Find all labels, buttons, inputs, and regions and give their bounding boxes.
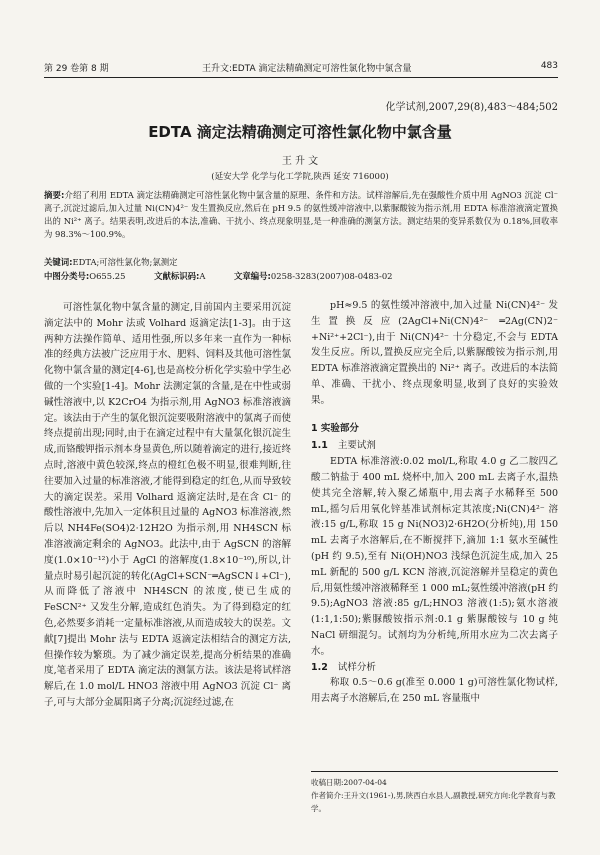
clc-label: 中图分类号:: [44, 271, 90, 281]
keywords-label: 关键词:: [44, 257, 73, 267]
section-1-1-number: 1.1: [311, 440, 328, 452]
abstract-text: 介绍了利用 EDTA 滴定法精确测定可溶性氯化物中氯含量的原理、条件和方法。试样溶解后,先在强酸性介质中用 AgNO3 沉淀 Cl⁻ 离子,沉淀过滤后,加入过量 Ni(CN)4²⁻ 发生置换反应,然后在 pH 9.5 的氨性缓冲溶液中,以紫脲酸铵为指示剂,用 EDTA 标准溶液滴定置换出的 Ni²⁺ 离子。结果表明,改进后的本法,准确、干扰小、终点现象明显,是一种准确的测氯方法。测定结果的变异系数仅为 0.18%,回收率为 98.3%～100.9%。: [44, 190, 558, 239]
article-number-value: 0258-3283(2007)08-0483-02: [270, 271, 393, 281]
running-header: [44, 59, 558, 78]
section-heading-sample-analysis: [311, 660, 558, 676]
running-title: 王升文:EDTA 滴定法精确测定可溶性氯化物中氯含量: [202, 64, 412, 74]
abstract-label: 摘要:: [44, 190, 65, 200]
reagents-paragraph: EDTA 标准溶液:0.02 mol/L,称取 4.0 g 乙二胺四乙酸二钠盐于 400 mL 烧杯中,加入 200 mL 去离子水,温热使其完全溶解,转入聚乙烯瓶中,用去离子水稀释至 500 mL,摇匀后用氧化锌基准试剂标定其浓度;Ni(CN)4²⁻ 溶液:15 g/L,称取 15 g Ni(NO3)2·6H2O(分析纯),用 150 mL 去离子水溶解后,在不断搅拌下,滴加 1:1 氨水至碱性(pH 约 9.5),至有 Ni(OH)NO3 浅绿色沉淀生成,加入 25 mL 新配的 500 g/L KCN 溶液,沉淀溶解并呈稳定的黄色后,用氨性缓冲溶液稀释至 1 000 mL;氨性缓冲溶液(pH 约 9.5);AgNO3 溶液:85 g/L;HNO3 溶液(1:5);氨水溶液(1:1,1:50);紫脲酸铵指示剂:0.1 g 紫脲酸铵与 10 g 纯 NaCl 研细混匀。试剂均为分析纯,所用水应为二次去离子水。: [311, 456, 558, 657]
left-column: [44, 300, 291, 711]
received-date: 收稿日期:2007-04-04: [311, 778, 387, 787]
clc-value: O655.25: [89, 271, 126, 281]
section-heading-reagents: [311, 438, 558, 454]
section-1-2-title: 试样分析: [337, 661, 376, 673]
right-column: [311, 298, 558, 707]
keywords-text: EDTA;可溶性氯化物;氯测定: [72, 257, 178, 267]
author-name: 王 升 文: [281, 156, 319, 167]
author-bio: 作者简介:王升文(1961-),男,陕西白水县人,副教授,研究方向:化学教育与教学。: [311, 791, 556, 813]
footnote: [311, 771, 558, 815]
doc-code-label: 文献标识码:: [154, 271, 200, 281]
keywords: [44, 256, 558, 268]
section-1-1-title: 主要试剂: [337, 440, 376, 452]
classification-line: [44, 270, 558, 282]
section-heading-experimental: 1 实验部分: [311, 422, 359, 434]
intro-paragraph-continued: pH≈9.5 的氨性缓冲溶液中,加入过量 Ni(CN)4²⁻ 发生置换反应(2AgCl+Ni(CN)4²⁻ ═2Ag(CN)2⁻ +Ni²⁺+2Cl⁻),由于 Ni(CN)4²⁻ 十分稳定,不会与 EDTA 发生反应。所以,置换反应完全后,以紫脲酸铵为指示剂,用 EDTA 标准溶液滴定置换出的 Ni²⁺ 离子。改进后的本法简单、准确、干扰小、终点现象明显,收到了良好的实验效果。: [311, 300, 558, 406]
page-number: 483: [540, 61, 558, 71]
issue-label: 第 29 卷第 8 期: [44, 64, 109, 74]
abstract: [44, 189, 558, 241]
article-number-label: 文章编号:: [234, 271, 271, 281]
author-affiliation: (延安大学 化学与化工学院,陕西 延安 716000): [211, 172, 389, 182]
section-1-2-number: 1.2: [311, 661, 328, 673]
journal-citation: 化学试剂,2007,29(8),483～484;502: [385, 102, 558, 113]
intro-paragraph: 可溶性氯化物中氯含量的测定,目前国内主要采用沉淀滴定法中的 Mohr 法或 Volhard 返滴定法[1-3]。由于这两种方法操作简单、适用性强,所以多年来一直作为一种标准的经典方法被广泛应用于水、肥料、饲料及其他可溶性氯化物中氯含量的测定[4-6],也是高校分析化学实验中学生必做的一个实验[1-4]。Mohr 法测定氯的含量,是在中性或弱碱性溶液中,以 K2CrO4 为指示剂,用 AgNO3 标准溶液滴定。该法由于产生的氯化银沉淀要吸附溶液中的氯离子而使终点提前出现;同时,由于在滴定过程中有大量氯化银沉淀生成,而铬酸钾指示剂本身显黄色,所以随着滴定的进行,接近终点时,溶液中黄色较深,终点的橙红色极不明显,很难判断,往往要加入过量的标准溶液,才能得到稳定的红色,从而导致较大的滴定误差。采用 Volhard 返滴定法时,是在含 Cl⁻ 的酸性溶液中,先加入一定体积且过量的 AgNO3 标准溶液,然后以 NH4Fe(SO4)2·12H2O 为指示剂,用 NH4SCN 标准溶液滴定剩余的 AgNO3。此法中,由于 AgSCN 的溶解度(1.0×10⁻¹²)小于 AgCl 的溶解度(1.8×10⁻¹⁰),所以,计量点时易引起沉淀的转化(AgCl+SCN⁻═AgSCN↓+Cl⁻),从而降低了溶液中 NH4SCN 的浓度,使已生成的 FeSCN²⁺ 又发生分解,造成红色消失。为了得到稳定的红色,必然要多消耗一定量标准溶液,从而造成较大的误差。文献[7]提出 Mohr 法与 EDTA 返滴定法相结合的测定方法,但操作较为繁琐。为了减少滴定误差,提高分析结果的准确度,笔者采用了 EDTA 滴定法的测氯方法。该法是将试样溶解后,在 1.0 mol/L HNO3 溶液中用 AgNO3 沉淀 Cl⁻ 离子,可与大部分金属阳离子分离;沉淀经过滤,在: [44, 302, 292, 708]
sample-analysis-paragraph: 称取 0.5～0.6 g(准至 0.000 1 g)可溶性氯化物试样,用去离子水溶解后,在 250 mL 容量瓶中: [311, 677, 558, 705]
doc-code-value: A: [199, 271, 206, 281]
paper-title: EDTA 滴定法精确测定可溶性氯化物中氯含量: [148, 123, 452, 141]
